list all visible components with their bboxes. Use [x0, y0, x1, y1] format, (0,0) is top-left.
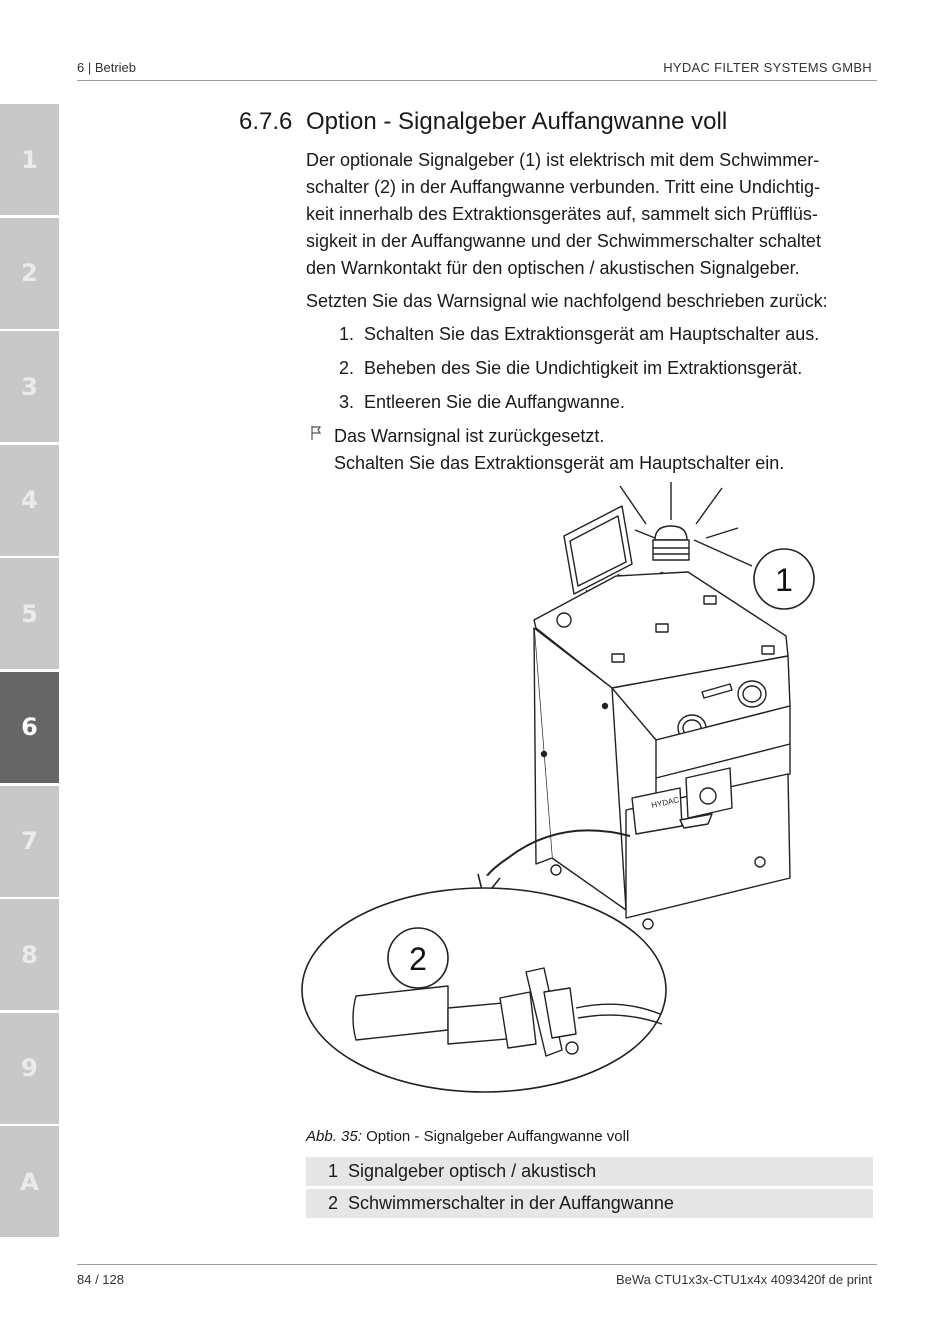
step-item: [306, 321, 866, 348]
step-item: [306, 389, 866, 416]
chapter-tab-8[interactable]: 8: [0, 899, 59, 1010]
chapter-tab-2[interactable]: 2: [0, 218, 59, 329]
step-number: 3.: [338, 392, 354, 412]
step-number: 2.: [338, 358, 354, 378]
step-list: [306, 321, 866, 416]
chapter-tab-9[interactable]: 9: [0, 1013, 59, 1124]
figure-caption: [306, 1128, 629, 1145]
intro-line: schalter (2) in der Auffangwanne verbunden. Tritt eine Undichtig-: [306, 177, 820, 197]
device-logo: HYDAC: [650, 795, 680, 810]
chapter-tab-1[interactable]: 1: [0, 104, 59, 215]
section-body: [306, 147, 866, 477]
legend-row: [306, 1189, 873, 1218]
footer-divider: [77, 1264, 877, 1265]
figure-caption-label: Abb. 35:: [306, 1128, 362, 1145]
page-number: 84 / 128: [77, 1272, 124, 1287]
intro-line: sigkeit in der Auffangwanne und der Schwimmerschalter schaltet: [306, 231, 821, 251]
header-company: HYDAC FILTER SYSTEMS GMBH: [663, 60, 872, 75]
legend-text: Schwimmerschalter in der Auffangwanne: [348, 1193, 674, 1213]
figure-caption-text: Option - Signalgeber Auffangwanne voll: [366, 1128, 630, 1145]
chapter-tab-7[interactable]: 7: [0, 786, 59, 897]
step-text: Schalten Sie das Extraktionsgerät am Hauptschalter aus.: [364, 324, 820, 344]
chapter-tab-4[interactable]: 4: [0, 445, 59, 556]
legend-row: [306, 1157, 873, 1186]
header-divider: [77, 80, 877, 81]
step-item: [306, 355, 866, 382]
callout-1-label: 1: [775, 562, 793, 598]
header-chapter: 6 | Betrieb: [77, 60, 137, 75]
step-text: Entleeren Sie die Auffangwanne.: [364, 392, 625, 412]
document-id: BeWa CTU1x3x-CTU1x4x 4093420f de print: [615, 1272, 872, 1287]
result-block: [310, 423, 866, 477]
section-number: 6.7.6: [239, 108, 293, 135]
reset-instruction: Setzten Sie das Warnsignal wie nachfolgend beschrieben zurück:: [306, 291, 828, 311]
result-line: Das Warnsignal ist zurückgesetzt.: [334, 426, 605, 446]
step-number: 1.: [338, 324, 354, 344]
result-line: Schalten Sie das Extraktionsgerät am Hauptschalter ein.: [334, 453, 785, 473]
intro-line: Der optionale Signalgeber (1) ist elektrisch mit dem Schwimmer-: [306, 150, 820, 170]
legend-number: 1: [327, 1161, 338, 1181]
intro-paragraph: [306, 147, 866, 282]
chapter-tab-3[interactable]: 3: [0, 331, 59, 442]
chapter-tab-6[interactable]: 6: [0, 672, 59, 783]
result-flag-icon: [310, 423, 334, 477]
section-title: Option - Signalgeber Auffangwanne voll: [306, 108, 728, 135]
legend-text: Signalgeber optisch / akustisch: [348, 1161, 597, 1181]
intro-line: den Warnkontakt für den optischen / akustischen Signalgeber.: [306, 258, 800, 278]
legend-number: 2: [327, 1193, 338, 1213]
callout-2-label: 2: [409, 941, 427, 977]
figure-legend: [306, 1157, 873, 1221]
step-text: Beheben des Sie die Undichtigkeit im Extraktionsgerät.: [364, 358, 803, 378]
chapter-tabs: [0, 104, 59, 1240]
intro-line: keit innerhalb des Extraktionsgerätes auf, sammelt sich Prüfflüs-: [306, 204, 818, 224]
figure-illustration: [300, 478, 860, 1098]
chapter-tab-5[interactable]: 5: [0, 558, 59, 669]
chapter-tab-a[interactable]: A: [0, 1126, 59, 1237]
